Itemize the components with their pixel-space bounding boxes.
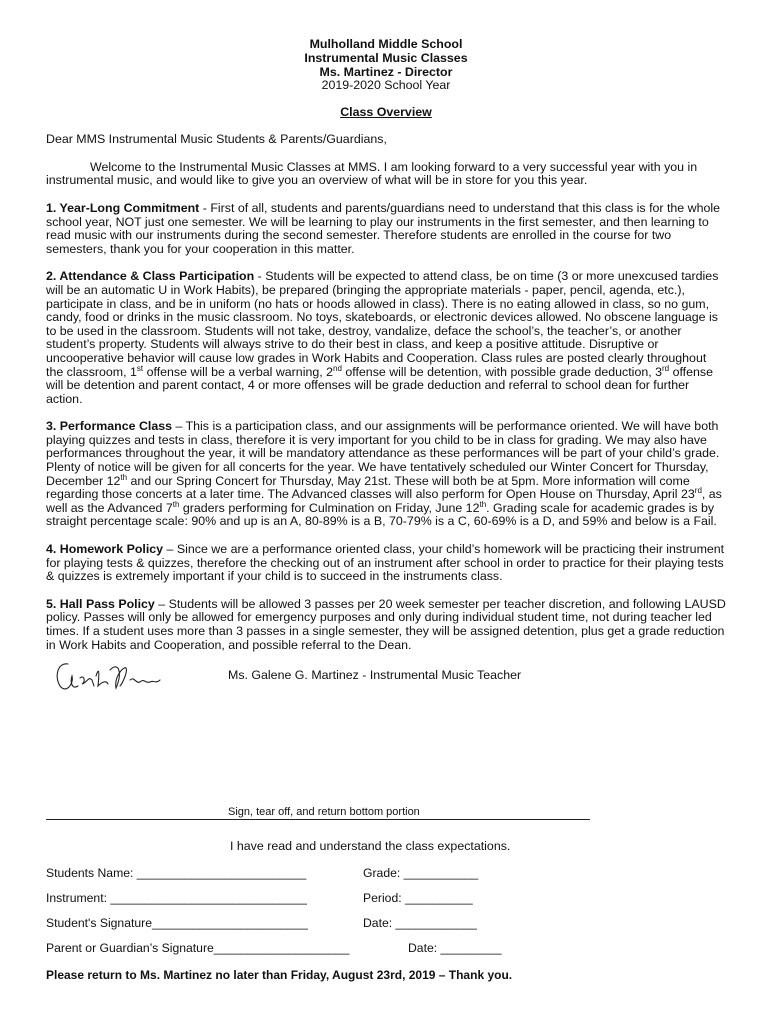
tear-off-instruction: Sign, tear off, and return bottom portion [228, 806, 420, 818]
superscript: th [172, 499, 180, 509]
school-name: Mulholland Middle School [309, 37, 463, 51]
section-hall-pass-policy [46, 598, 726, 652]
section-body: and our Spring Concert for Thursday, May 21st. These will both be at 5pm. More information will come regarding those concerts at a later time. The Advanced classes will also perform for Open House on Thursday, April 23 [46, 473, 695, 502]
parent-signature-field[interactable]: Parent or Guardian’s Signature____________________ [46, 941, 350, 955]
superscript: nd [333, 363, 342, 373]
section-body: offense will be detention, with possible grade deduction, 3 [341, 364, 662, 379]
department-name: Instrumental Music Classes [304, 50, 468, 65]
section-body: graders performing for Culmination on Friday, June 12 [179, 500, 480, 515]
student-name-field[interactable]: Students Name: _________________________ [46, 866, 307, 880]
grade-field[interactable]: Grade: ___________ [363, 866, 479, 880]
acknowledgement-statement: I have read and understand the class expectations. [230, 839, 511, 853]
section-body: . Grading scale for academic grades is by straight percentage scale: 90% and up is an A, 80-89% is a B, 70-79% is a C, 60-69% is a D, and 59% and below is a Fail. [46, 500, 717, 529]
superscript: st [136, 363, 144, 373]
section-title: 3. Performance Class [46, 419, 173, 434]
parent-date-field[interactable]: Date: _________ [408, 941, 502, 955]
signature-row [46, 654, 726, 702]
student-signature-field[interactable]: Student's Signature_______________________ [46, 916, 308, 930]
director-name: Ms. Martinez - Director [319, 64, 453, 79]
superscript: th [120, 472, 128, 482]
section-title: 4. Homework Policy [46, 542, 164, 557]
section-year-long-commitment [46, 202, 726, 256]
salutation: Dear MMS Instrumental Music Students & Parents/Guardians, [46, 132, 387, 147]
section-body: offense will be a verbal warning, 2 [143, 364, 334, 379]
section-performance-class [46, 420, 726, 529]
overview-heading: Class Overview [340, 105, 432, 120]
school-year: 2019-2020 School Year [321, 78, 451, 93]
intro-paragraph: Welcome to the Instrumental Music Classes at MMS. I am looking forward to a very successful year with you in instrumental music, and would like to give you an overview of what will be in store for you this year. [46, 159, 698, 188]
superscript: rd [662, 363, 670, 373]
section-title: 5. Hall Pass Policy [46, 596, 155, 611]
section-attendance [46, 270, 726, 406]
section-title: 1. Year-Long Commitment [46, 200, 200, 215]
section-homework-policy [46, 543, 726, 584]
period-field[interactable]: Period: __________ [363, 891, 473, 905]
section-body: – This is a participation class, and our assignments will be performance oriented. We will have both playing quizzes and tests in class, therefore it is very important for you child to be in class for grading. We may also have performances throughout the year, it will be mandatory attendance as these performances will be part of your child’s grade. Plenty of notice will be given for all concerts for the year. We have tentatively scheduled our Winter Concert for Thursday, December 12 [46, 419, 720, 488]
section-body: offense will be detention and parent contact, 4 or more offenses will be grade deduction and referral to school dean for further action. [46, 364, 713, 406]
superscript: rd [694, 486, 702, 496]
teacher-signature-name: Ms. Galene G. Martinez - Instrumental Music Teacher [228, 668, 522, 683]
handwritten-signature [50, 656, 162, 696]
section-body: , as well as the Advanced 7 [46, 487, 722, 515]
letter-header [46, 38, 726, 93]
date-field[interactable]: Date: ____________ [363, 916, 477, 930]
superscript: th [479, 499, 487, 509]
section-body: - First of all, students and parents/guardians need to understand that this class is for the whole school year, NOT just one semester. We will be learning to play our instruments in the first semester, and then learning to read music with our instruments during the second semester. Therefore students are enrolled in the course for two semesters, thank you for your cooperation in this matter. [46, 200, 721, 256]
section-title: 2. Attendance & Class Participation [46, 269, 255, 284]
return-deadline-note: Please return to Ms. Martinez no later than Friday, August 23rd, 2019 – Thank you. [46, 968, 513, 982]
instrument-field[interactable]: Instrument: _____________________________ [46, 891, 307, 905]
tear-off-rule [46, 819, 590, 820]
section-body: - Students will be expected to attend class, be on time (3 or more unexcused tardies will be an automatic U in Work Habits), be prepared (bringing the appropriate materials - paper, pencil, agenda, etc.), participate in class, and be in uniform (no hats or hoods allowed in class). There is no eating allowed in class, so no gum, candy, food or drinks in the music classroom. No toys, skateboards, or electronic devices allowed. No obscene language is to be used in the classroom. Students will not take, destroy, vandalize, deface the school’s, the teacher’s, or another student’s property. Students will always strive to do their best in class, and keep a positive attitude. Disruptive or uncooperative behavior will cause low grades in Work Habits and Cooperation. Class rules are posted clearly throughout the classroom, 1 [46, 269, 719, 379]
section-body: – Since we are a performance oriented class, your child’s homework will be practicing their instrument for playing tests & quizzes, therefore the checking out of an instrument after school in order to practice for their playing tests & quizzes is extremely important if your child is to succeed in the instruments class. [46, 542, 725, 584]
letter-page [46, 38, 726, 702]
section-body: – Students will be allowed 3 passes per 20 week semester per teacher discretion, and following LAUSD policy. Passes will only be allowed for emergency purposes and only during individual student time, not during teacher led times. If a student uses more than 3 passes in a single semester, they will be assigned detention, plus get a grade reduction in Work Habits and Cooperation, and possible referral to the Dean. [46, 596, 726, 652]
